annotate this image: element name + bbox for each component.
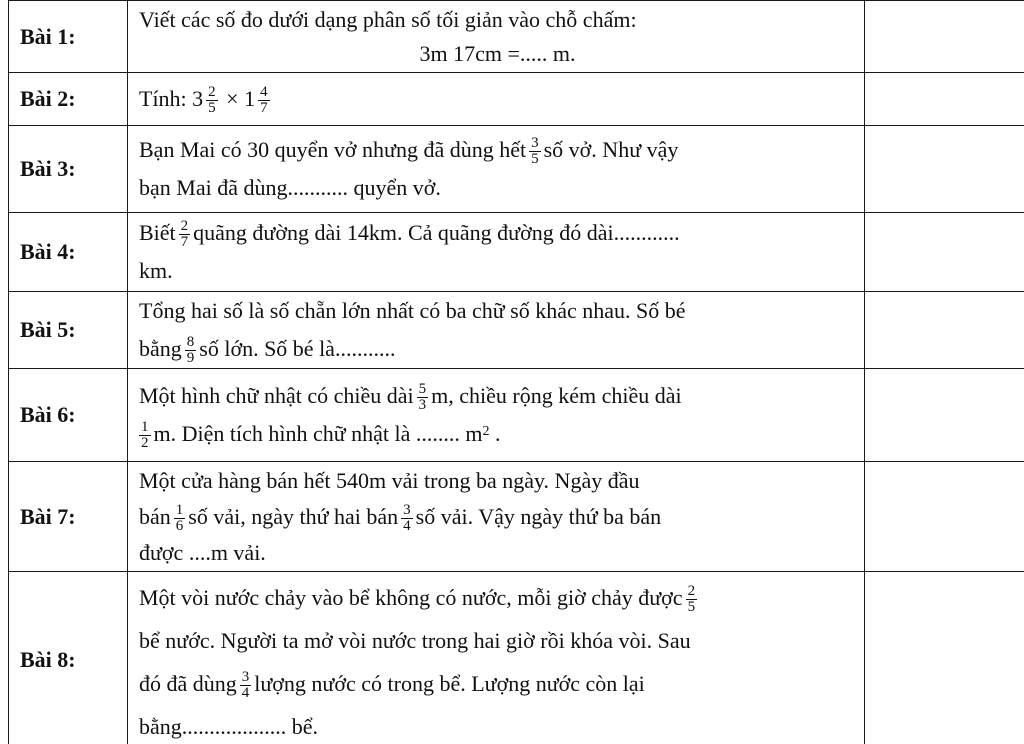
- answer-cell: [865, 126, 1024, 213]
- exercise-text: số lớn. Số bé là...........: [199, 336, 396, 361]
- fraction-numerator: 1: [175, 501, 184, 518]
- exercise-label: Bài 5:: [9, 292, 128, 369]
- exercise-text: quãng đường dài 14km. Cả quãng đường đó dài............: [193, 220, 680, 245]
- exercise-line: [139, 415, 856, 453]
- exercise-text: số vở. Như vậy: [543, 137, 679, 162]
- fraction-numerator: 2: [180, 218, 189, 235]
- exercise-text: Viết các số đo dưới dạng phân số tối giản vào chỗ chấm:: [139, 6, 637, 32]
- exercise-text: Một vòi nước chảy vào bể không có nước, mỗi giờ chảy được: [139, 585, 683, 610]
- exercise-line: [139, 576, 856, 619]
- exercise-text: Một cửa hàng bán hết 540m vải trong ba ngày. Ngày đầu: [139, 467, 640, 493]
- answer-cell: [865, 462, 1024, 572]
- exercise-text: Một hình chữ nhật có chiều dài: [139, 383, 414, 408]
- exercise-row-7: [9, 462, 1024, 572]
- fraction-numerator: 8: [186, 334, 195, 351]
- exercise-text: Bạn Mai có 30 quyển vở nhưng đã dùng hết: [139, 137, 527, 162]
- fraction: [417, 382, 429, 413]
- exercise-label: Bài 6:: [9, 369, 128, 462]
- exercise-line: [139, 499, 856, 535]
- fraction-numerator: 4: [260, 84, 268, 101]
- exercise-content: [128, 462, 865, 572]
- exercise-line: [139, 214, 856, 252]
- exercise-text: Tính: 3: [139, 86, 204, 111]
- answer-cell: [865, 73, 1024, 126]
- fraction-denominator: 7: [260, 100, 268, 117]
- exercise-text: được ....m vải.: [139, 539, 266, 565]
- exercise-content: [128, 369, 865, 462]
- exercise-content: [128, 126, 865, 213]
- exercise-line: [139, 662, 856, 705]
- exercise-text: bể nước. Người ta mở vòi nước trong hai giờ rồi khóa vòi. Sau: [139, 628, 691, 653]
- exercise-label: Bài 1:: [9, 1, 128, 73]
- exercise-row-8: [9, 572, 1024, 744]
- fraction-denominator: 4: [403, 517, 411, 534]
- fraction: [185, 335, 197, 366]
- fraction: [179, 219, 191, 250]
- fraction-denominator: 7: [180, 234, 189, 251]
- exercise-text: Biết: [139, 220, 176, 245]
- exercise-line: [139, 377, 856, 415]
- fraction: [529, 136, 541, 167]
- fraction: [240, 670, 252, 701]
- superscript: 2: [482, 424, 490, 439]
- fraction: [401, 503, 413, 534]
- exercise-label: Bài 4:: [9, 213, 128, 292]
- exercise-text: m. Diện tích hình chữ nhật là ........ m: [153, 421, 483, 446]
- exercise-row-5: [9, 292, 1024, 369]
- fraction-denominator: 5: [208, 100, 216, 117]
- exercise-row-4: [9, 213, 1024, 292]
- fraction: [174, 503, 186, 534]
- exercise-row-1: [9, 1, 1024, 73]
- exercise-content: [128, 572, 865, 744]
- fraction-numerator: 1: [141, 419, 149, 436]
- exercise-label: Bài 7:: [9, 462, 128, 572]
- answer-cell: [865, 369, 1024, 462]
- fraction-denominator: 9: [186, 350, 195, 367]
- exercise-text: × 1: [220, 86, 256, 111]
- fraction-numerator: 2: [208, 84, 216, 101]
- exercise-text: m, chiều rộng kém chiều dài: [431, 383, 682, 408]
- fraction: [258, 85, 270, 116]
- exercise-text: bằng: [139, 336, 182, 361]
- exercise-label: Bài 2:: [9, 73, 128, 126]
- exercise-text: lượng nước có trong bể. Lượng nước còn lại: [254, 671, 645, 696]
- exercise-text: số vải. Vậy ngày thứ ba bán: [415, 503, 662, 529]
- exercise-content: [128, 292, 865, 369]
- fraction-denominator: 6: [175, 517, 184, 534]
- fraction-numerator: 2: [687, 583, 696, 600]
- fraction: [686, 584, 698, 615]
- fraction-numerator: 5: [418, 381, 427, 398]
- exercise-table: [8, 0, 1024, 744]
- exercise-line: [139, 131, 856, 169]
- exercise-text: 3m 17cm =..... m.: [419, 40, 576, 66]
- exercise-row-2: [9, 73, 1024, 126]
- exercise-text: bằng................... bể.: [139, 714, 319, 739]
- exercise-text: số vải, ngày thứ hai bán: [188, 503, 399, 529]
- exercise-label: Bài 8:: [9, 572, 128, 744]
- fraction-numerator: 3: [241, 669, 250, 686]
- answer-cell: [865, 1, 1024, 73]
- exercise-text: .: [489, 421, 501, 446]
- exercise-text: bán: [139, 503, 171, 529]
- fraction-denominator: 3: [418, 397, 427, 414]
- exercise-text: Tổng hai số là số chẵn lớn nhất có ba chữ số khác nhau. Số bé: [139, 298, 686, 323]
- exercise-text: đó đã dùng: [139, 671, 237, 696]
- exercise-text: km.: [139, 258, 173, 283]
- exercise-content: [128, 73, 865, 126]
- fraction-denominator: 2: [141, 435, 149, 452]
- exercise-content: [128, 213, 865, 292]
- exercise-content: [128, 1, 865, 73]
- exercise-text: bạn Mai đã dùng........... quyển vở.: [139, 175, 441, 200]
- answer-cell: [865, 213, 1024, 292]
- fraction-denominator: 5: [531, 151, 539, 168]
- exercise-row-3: [9, 126, 1024, 213]
- fraction: [139, 420, 151, 451]
- fraction: [206, 85, 218, 116]
- fraction-denominator: 5: [687, 599, 696, 616]
- exercise-row-6: [9, 369, 1024, 462]
- exercise-line: [139, 330, 856, 368]
- answer-cell: [865, 292, 1024, 369]
- answer-cell: [865, 572, 1024, 744]
- exercise-label: Bài 3:: [9, 126, 128, 213]
- fraction-denominator: 4: [241, 685, 250, 702]
- fraction-numerator: 3: [531, 135, 539, 152]
- fraction-numerator: 3: [403, 501, 411, 518]
